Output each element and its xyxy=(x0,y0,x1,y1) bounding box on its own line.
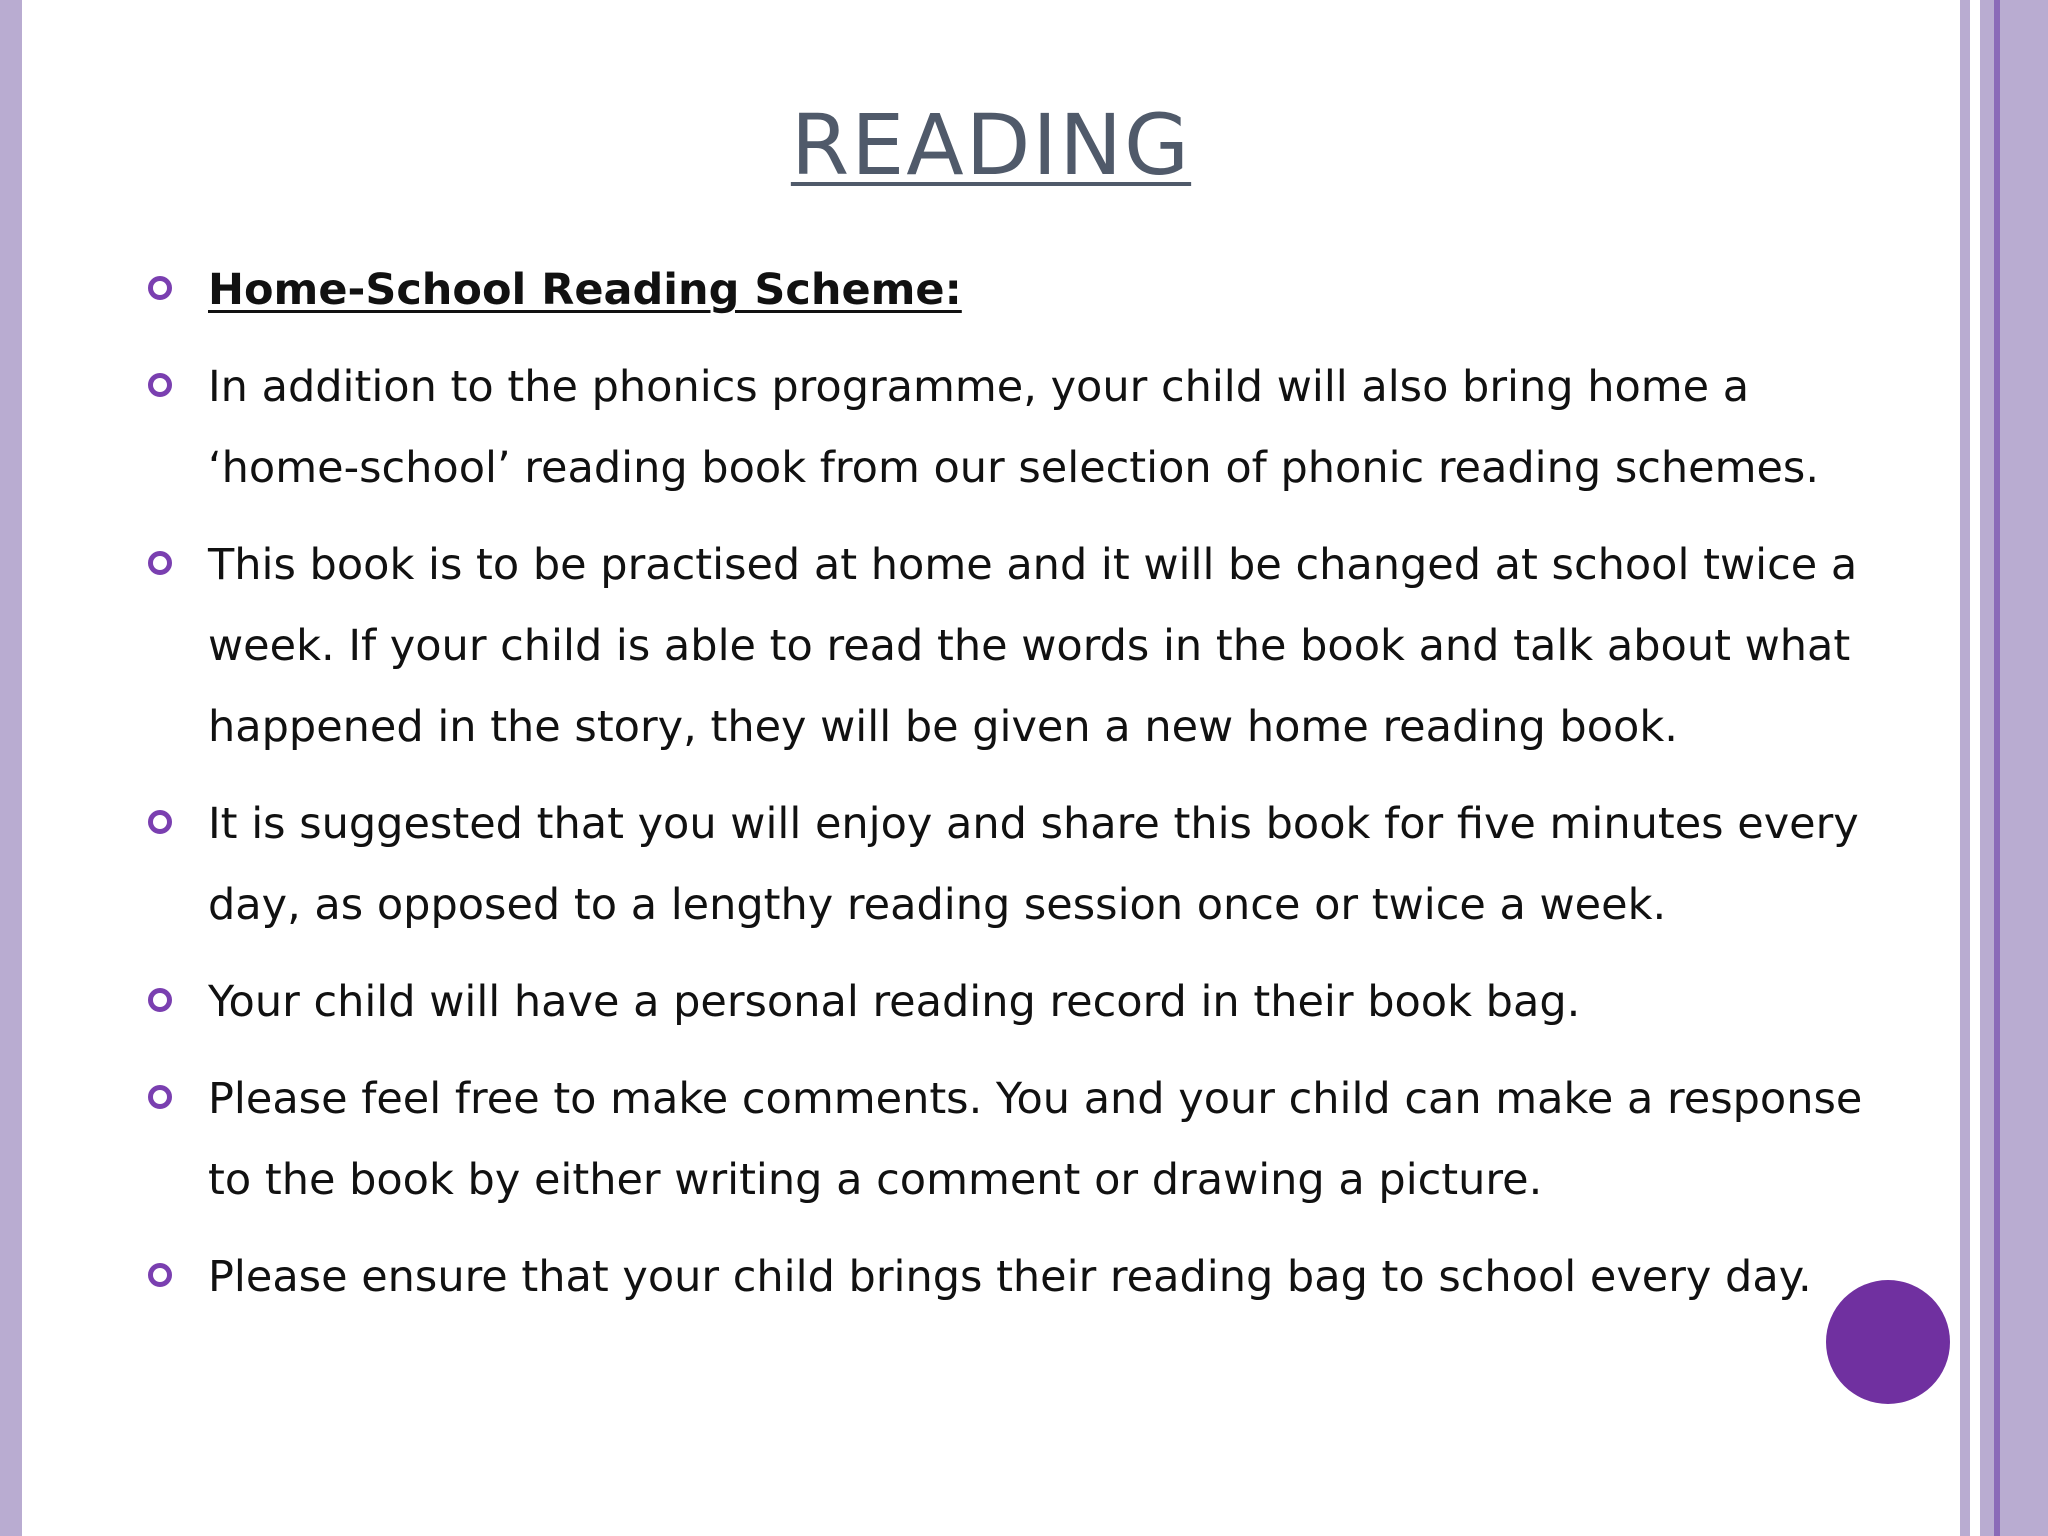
bullet-list xyxy=(146,250,1866,1334)
bullet-text: In addition to the phonics programme, your child will also bring home a ‘home-school’ reading book from our selection of phonic reading schemes. xyxy=(208,362,1819,493)
bullet-circle-icon xyxy=(148,373,172,397)
bullet-text: Your child will have a personal reading record in their book bag. xyxy=(208,977,1581,1027)
bullet-item xyxy=(146,784,1866,946)
left-border-stripe xyxy=(0,0,22,1536)
bullet-text: It is suggested that you will enjoy and share this book for five minutes every day, as opposed to a lengthy reading session once or twice a week. xyxy=(208,799,1859,930)
bullet-item xyxy=(146,525,1866,768)
bullet-item xyxy=(146,1237,1866,1318)
right-border-stripe xyxy=(2000,0,2048,1536)
bullet-text: Please feel free to make comments. You and your child can make a response to the book by either writing a comment or drawing a picture. xyxy=(208,1074,1863,1205)
bullet-text: This book is to be practised at home and it will be changed at school twice a week. If your child is able to read the words in the book and talk about what happened in the story, they will be given a new home reading book. xyxy=(208,540,1858,752)
bullet-item xyxy=(146,1059,1866,1221)
bullet-circle-icon xyxy=(148,1085,172,1109)
bullet-text: Please ensure that your child brings their reading bag to school every day. xyxy=(208,1252,1812,1302)
bullet-circle-icon xyxy=(148,551,172,575)
slide-title: READING xyxy=(790,96,1192,194)
bullet-circle-icon xyxy=(148,810,172,834)
slide xyxy=(22,0,1960,1536)
decorative-circle-icon xyxy=(1826,1280,1950,1404)
bullet-circle-icon xyxy=(148,1263,172,1287)
section-heading: Home-School Reading Scheme: xyxy=(208,265,962,315)
bullet-item xyxy=(146,962,1866,1043)
bullet-item xyxy=(146,347,1866,509)
bullet-circle-icon xyxy=(148,276,172,300)
bullet-circle-icon xyxy=(148,988,172,1012)
right-border-stripe xyxy=(1980,0,1994,1536)
right-border-stripe xyxy=(1960,0,1970,1536)
bullet-item-heading xyxy=(146,250,1866,331)
